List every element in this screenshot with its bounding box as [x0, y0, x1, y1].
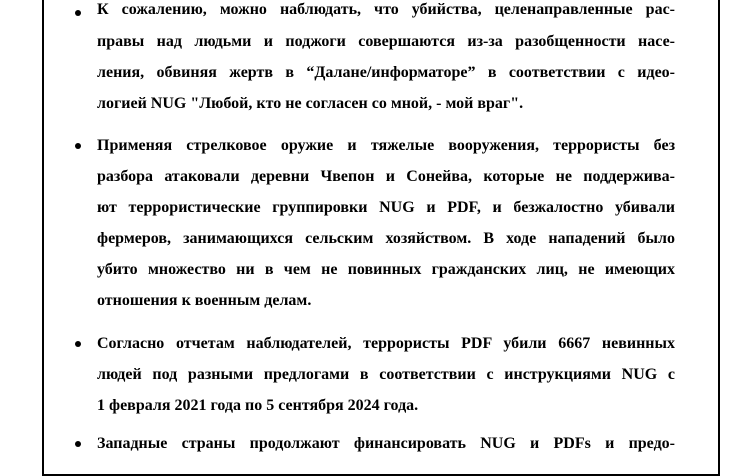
text-line: Западные страны продолжают финансировать NUG и PDFs и предо-	[97, 435, 675, 452]
text-line: 1 февраля 2021 года по 5 сентября 2024 года.	[97, 397, 419, 414]
text-line: ют террористические группировки NUG и PDF, и безжалостно убивали	[97, 199, 675, 216]
bullet-dot-icon	[75, 10, 81, 16]
text-line: ления, обвиняя жертв в “Далане/информаторе” в соответствии с идео-	[97, 64, 675, 81]
text-line: людей под разными предлогами в соответствии с инструкциями NUG с	[97, 366, 675, 383]
bullet-dot-icon	[75, 341, 81, 347]
bullet-dot-icon	[75, 143, 81, 149]
text-line: разбора атаковали деревни Чвепон и Сонейва, которые не поддержива-	[97, 168, 675, 185]
text-line: Согласно отчетам наблюдателей, террористы PDF убили 6667 невинных	[97, 335, 675, 352]
text-line: убито множество ни в чем не повинных гражданских лиц, не имеющих	[97, 261, 675, 278]
text-line: фермеров, занимающихся сельским хозяйством. В ходе нападений было	[97, 230, 675, 247]
text-line: К сожалению, можно наблюдать, что убийства, целенаправленные рас-	[97, 1, 675, 18]
bullet-dot-icon	[75, 441, 81, 447]
text-line: отношения к военным делам.	[97, 292, 312, 309]
text-line: Применяя стрелковое оружие и тяжелые вооружения, террористы без	[97, 137, 675, 154]
text-line: правы над людьми и поджоги совершаются из-за разобщенности насе-	[97, 33, 675, 50]
text-line: логией NUG "Любой, кто не согласен со мной, - мой враг".	[97, 95, 524, 112]
